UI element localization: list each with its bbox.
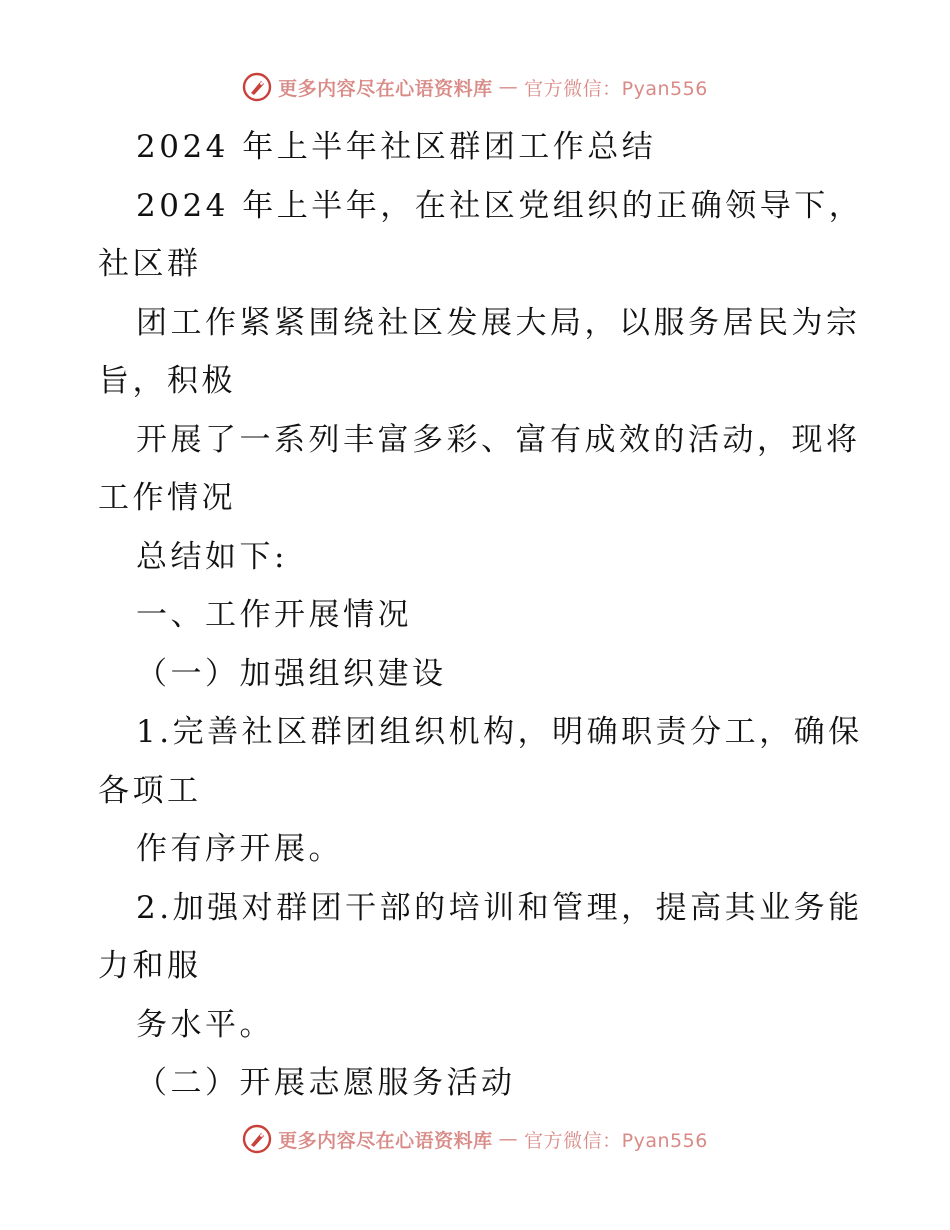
footer-watermark: [0, 1124, 950, 1154]
paragraph-line: 总结如下:: [136, 538, 288, 575]
paragraph-line: 工作情况: [98, 480, 236, 516]
watermark-brand: 更多内容尽在心语资料库: [278, 77, 493, 100]
paragraph-line: 旨，积极: [98, 363, 236, 399]
list-item-line: 务水平。: [136, 1006, 274, 1043]
section-heading: 一、工作开展情况: [136, 597, 412, 633]
list-item-line: 各项工: [98, 772, 202, 809]
list-item-line: 力和服: [98, 948, 202, 984]
list-item-line: 作有序开展。: [136, 831, 343, 867]
list-item-line: 1.完善社区群团组织机构，明确职责分工，确保: [136, 714, 863, 750]
paragraph-line: 团工作紧紧围绕社区发展大局，以服务居民为宗: [136, 304, 861, 341]
watermark-contact: 官方微信：Pyan556: [524, 77, 708, 100]
subsection-heading: （一）加强组织建设: [136, 655, 447, 692]
watermark-contact: 官方微信：Pyan556: [524, 1129, 708, 1152]
pen-nib-logo-icon: [242, 72, 272, 102]
document-body: [98, 118, 864, 1113]
document-title: 2024 年上半年社区群团工作总结: [136, 129, 657, 165]
watermark-separator: —: [498, 76, 519, 98]
header-watermark: [0, 72, 950, 102]
paragraph-line: 开展了一系列丰富多彩、富有成效的活动，现将: [136, 421, 861, 458]
watermark-brand: 更多内容尽在心语资料库: [278, 1129, 493, 1152]
watermark-separator: —: [498, 1128, 519, 1150]
pen-nib-logo-icon: [242, 1124, 272, 1154]
paragraph-line: 社区群: [98, 246, 202, 282]
subsection-heading: （二）开展志愿服务活动: [136, 1065, 516, 1101]
paragraph-line: 2024 年上半年，在社区党组织的正确领导下，: [136, 187, 864, 224]
list-item-line: 2.加强对群团干部的培训和管理，提高其业务能: [136, 889, 863, 926]
